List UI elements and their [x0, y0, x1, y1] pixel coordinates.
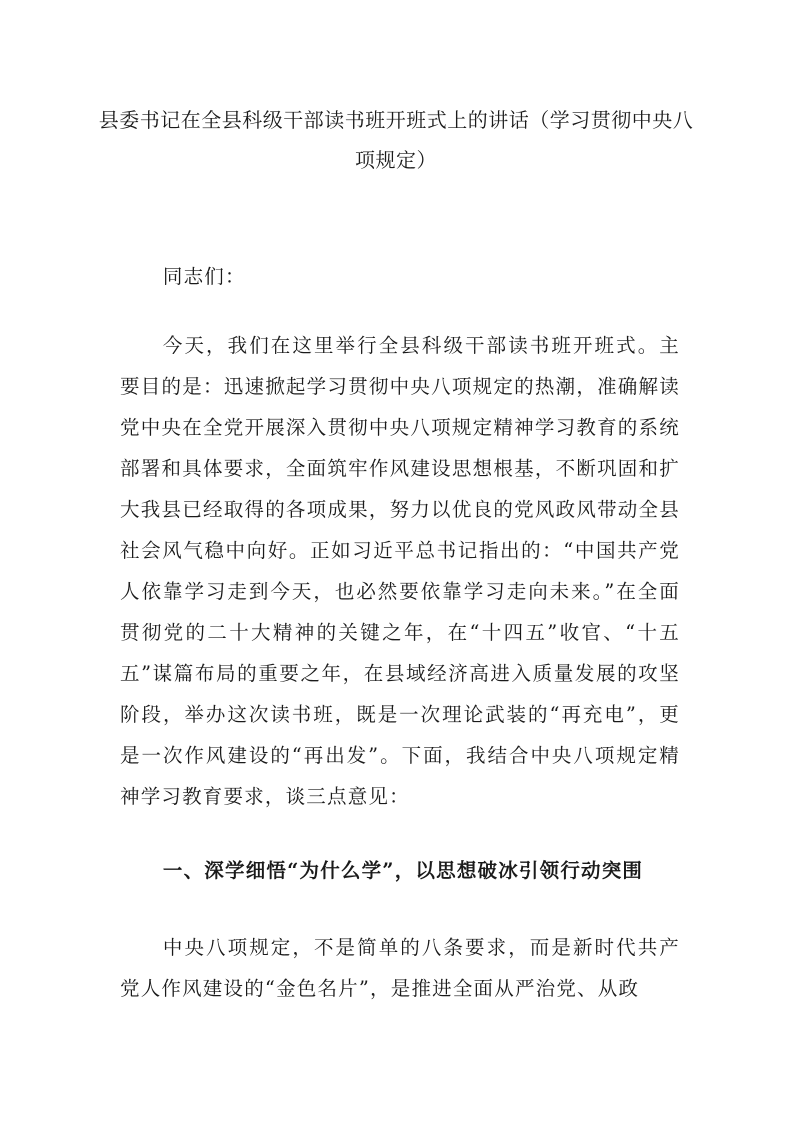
- section-heading-1: 一、深学细悟“为什么学”，以思想破冰引领行动突围: [162, 859, 644, 882]
- salutation: 同志们：: [162, 265, 246, 288]
- document-title: 县委书记在全县科级干部读书班开班式上的讲话（学习贯彻中央八项规定）: [98, 108, 694, 172]
- body-paragraph-1: 今天，我们在这里举行全县科级干部读书班开班式。主要目的是：迅速掀起学习贯彻中央八项规定的热潮，准确解读党中央在全党开展深入贯彻中央八项规定精神学习教育的系统部署和具体要求，全面筑牢作风建设思想根基，不断巩固和扩大我县已经取得的各项成果，努力以优良的党风政风带动全县社会风气稳中向好。正如习近平总书记指出的：“中国共产党人依靠学习走到今天，也必然要依靠学习走向未来。”在全面贯彻党的二十大精神的关键之年，在“十四五”收官、“十五五”谋篇布局的重要之年，在县域经济高进入质量发展的攻坚阶段，举办这次读书班，既是一次理论武装的“再充电”，更是一次作风建设的“再出发”。下面，我结合中央八项规定精神学习教育要求，谈三点意见：: [120, 334, 680, 808]
- body-paragraph-2: 中央八项规定，不是简单的八条要求，而是新时代共产党人作风建设的“金色名片”，是推进全面从严治党、从政: [120, 936, 680, 1000]
